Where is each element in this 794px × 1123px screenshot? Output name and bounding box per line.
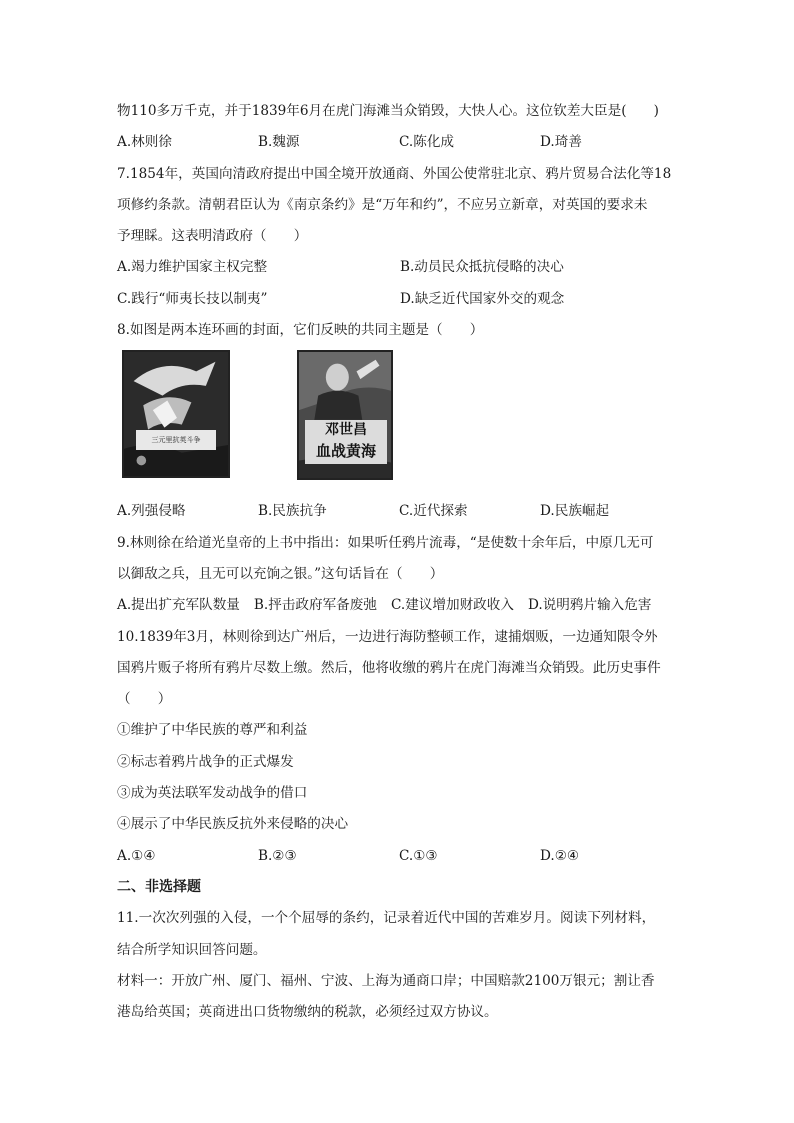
material-1-line-2: 港岛给英国；英商进出口货物缴纳的税款，必须经过双方协议。 bbox=[117, 1004, 498, 1021]
q10-option-b: B.②③ bbox=[258, 847, 297, 864]
cover-2-title-line-1: 邓世昌 bbox=[325, 422, 367, 439]
q8-option-b: B.民族抗争 bbox=[258, 503, 327, 520]
q10-options bbox=[117, 841, 683, 872]
q6-option-c: C.陈化成 bbox=[399, 134, 455, 151]
q8-option-a: A.列强侵略 bbox=[117, 503, 186, 520]
q10-statement-1: ①维护了中华民族的尊严和利益 bbox=[117, 722, 308, 739]
q9-option-a: A.提出扩充军队数量 bbox=[117, 597, 240, 614]
q10-line-2: 国鸦片贩子将所有鸦片尽数上缴。然后，他将收缴的鸦片在虎门海滩当众销毁。此历史事件 bbox=[117, 659, 661, 676]
q7-option-c: C.践行“师夷长技以制夷” bbox=[117, 290, 268, 307]
q6-option-d: D.琦善 bbox=[540, 134, 582, 151]
q7-option-a: A.竭力维护国家主权完整 bbox=[117, 259, 268, 276]
q7-options-row-2 bbox=[117, 284, 683, 315]
q7-line-3: 予理睬。这表明清政府（ ） bbox=[117, 228, 308, 245]
q11-line-2: 结合所学知识回答问题。 bbox=[117, 941, 267, 958]
q10-option-d: D.②④ bbox=[540, 847, 580, 864]
q8-images bbox=[117, 346, 683, 496]
q10-statement-3: ③成为英法联军发动战争的借口 bbox=[117, 785, 308, 802]
q6-option-b: B.魏源 bbox=[258, 134, 300, 151]
q10-statement-4: ④展示了中华民族反抗外来侵略的决心 bbox=[117, 816, 349, 833]
q11-line-1: 11.一次次列强的入侵，一个个屈辱的条约，记录着近代中国的苦难岁月。阅读下列材料， bbox=[117, 910, 656, 927]
q9-option-d: D.说明鸦片输入危害 bbox=[527, 597, 652, 614]
q9-option-b: B.抨击政府军备废弛 bbox=[253, 597, 377, 614]
q10-line-1: 10.1839年3月，林则徐到达广州后，一边进行海防整顿工作，逮捕烟贩，一边通知限令外 bbox=[117, 628, 658, 645]
q7-line-2: 项修约条款。清朝君臣认为《南京条约》是“万年和约”，不应另立新章，对英国的要求未 bbox=[117, 196, 648, 213]
cover-1-title: 三元里抗英斗争 bbox=[136, 430, 216, 450]
q9-line-1: 9.林则徐在给道光皇帝的上书中指出：如果听任鸦片流毒，“是使数十余年后，中原几无可 bbox=[117, 534, 654, 551]
comic-cover-deng-shichang bbox=[297, 350, 393, 480]
comic-cover-sanyuanli bbox=[122, 350, 230, 478]
q10-option-c: C.①③ bbox=[399, 847, 438, 864]
q6-options bbox=[117, 127, 683, 158]
q7-option-b: B.动员民众抵抗侵略的决心 bbox=[400, 259, 564, 276]
q10-line-3: （ ） bbox=[117, 691, 172, 708]
q10-statement-2: ②标志着鸦片战争的正式爆发 bbox=[117, 753, 294, 770]
cover-2-title-line-2: 血战黄海 bbox=[315, 442, 376, 461]
q7-options-row-1 bbox=[117, 252, 683, 283]
q6-option-a: A.林则徐 bbox=[117, 134, 172, 151]
q9-line-2: 以御敌之兵，且无可以充饷之银。”这句话旨在（ ） bbox=[117, 565, 444, 582]
cover-2-title bbox=[305, 420, 387, 464]
material-1-line-1: 材料一：开放广州、厦门、福州、宁波、上海为通商口岸；中国赔款2100万银元；割让香 bbox=[117, 972, 655, 989]
q8-options bbox=[117, 496, 683, 527]
q7-line-1: 7.1854年，英国向清政府提出中国全境开放通商、外国公使常驻北京、鸦片贸易合法化等18 bbox=[117, 165, 672, 182]
section-heading-non-choice: 二、非选择题 bbox=[117, 878, 201, 895]
q9-option-c: C.建议增加财政收入 bbox=[390, 597, 514, 614]
q8-option-d: D.民族崛起 bbox=[540, 503, 610, 520]
q9-options bbox=[117, 590, 683, 621]
q10-option-a: A.①④ bbox=[117, 847, 156, 864]
q8-question: 8.如图是两本连环画的封面，它们反映的共同主题是（ ） bbox=[117, 322, 484, 339]
document-page bbox=[117, 96, 683, 1028]
cover-illustration-1 bbox=[124, 352, 228, 476]
q6-tail: 物110多万千克，并于1839年6月在虎门海滩当众销毁，大快人心。这位钦差大臣是( ) bbox=[117, 103, 659, 119]
q7-option-d: D.缺乏近代国家外交的观念 bbox=[400, 290, 565, 307]
q8-option-c: C.近代探索 bbox=[399, 503, 468, 520]
